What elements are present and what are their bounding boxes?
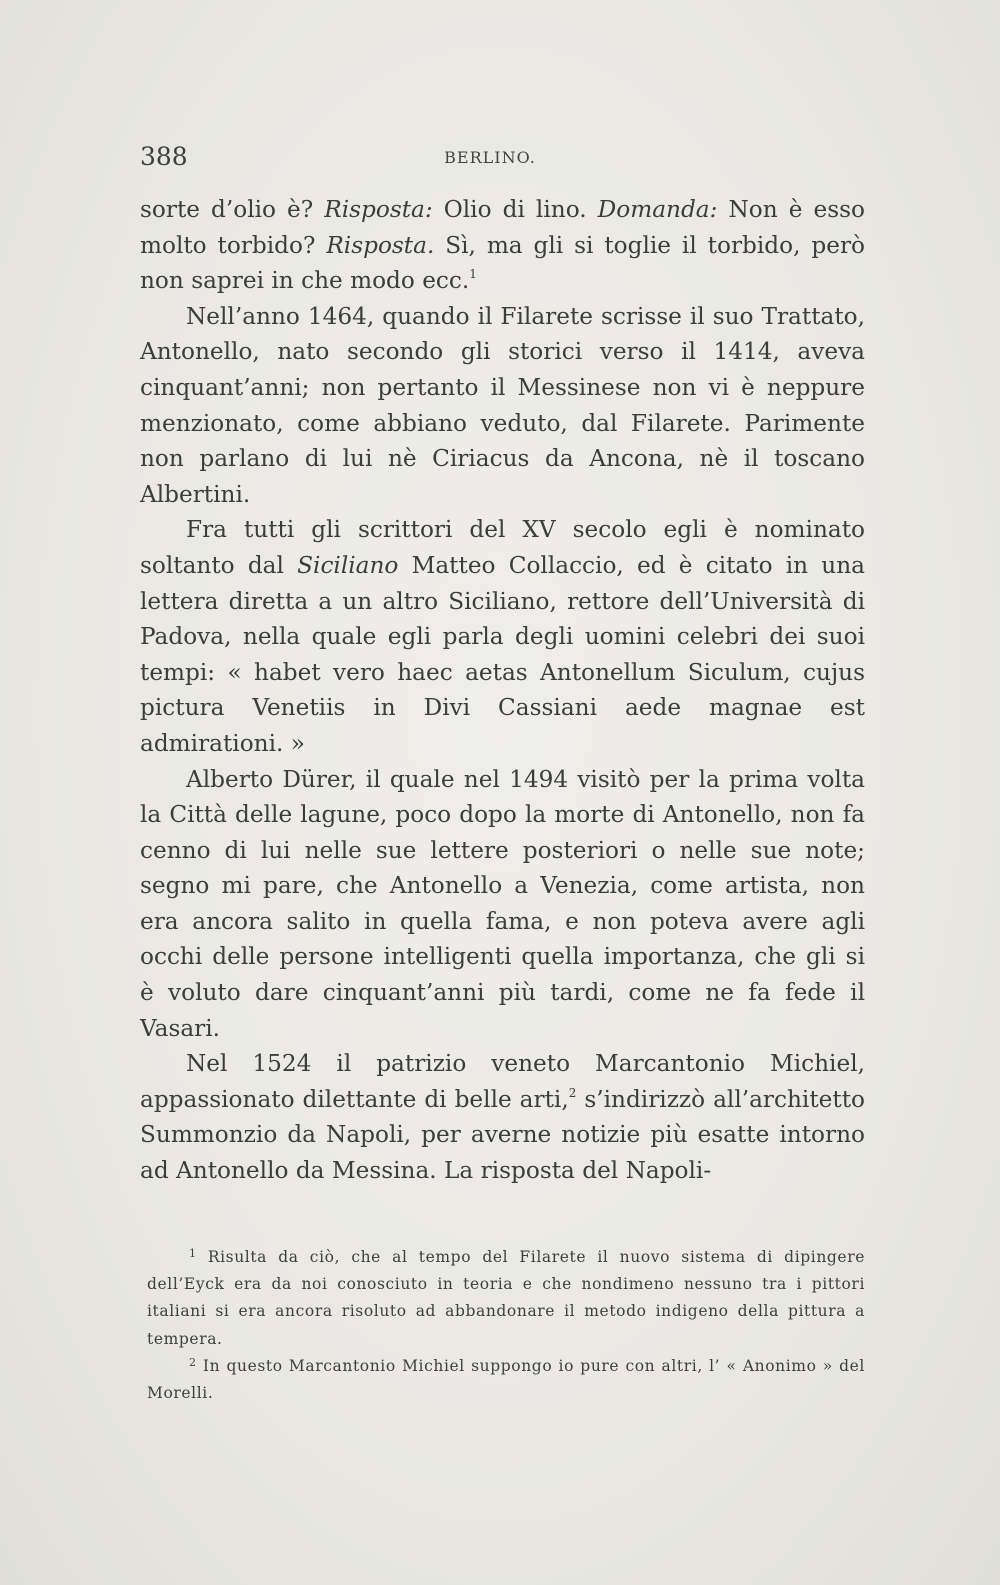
paragraph-5 <box>140 1046 865 1188</box>
text-run: sorte d’olio è? <box>140 196 325 223</box>
paragraph-1 <box>140 192 865 299</box>
footnote-2 <box>147 1353 865 1407</box>
footnote-mark: 1 <box>189 1247 197 1260</box>
paragraph-2: Nell’anno 1464, quando il Filarete scrisse il suo Trattato, Antonello, nato secondo gli storici verso il 1414, aveva cinquant’anni; non pertanto il Messinese non vi è neppure menzionato, come abbiano veduto, dal Filarete. Parimente non parlano di lui nè Ciriacus da Ancona, nè il toscano Albertini. <box>140 302 865 508</box>
main-text <box>140 192 865 1189</box>
running-head: BERLINO. <box>444 148 536 167</box>
text-run: Olio di lino. <box>432 196 598 223</box>
text-run: Fra tutti gli scrittori del XV secolo egli è nominato soltanto dal <box>140 516 865 579</box>
footnote-ref-2: 2 <box>568 1085 577 1100</box>
footnote-text: Risulta da ciò, che al tempo del Filarete il nuovo sistema di dipingere dell’Eyck era da noi conosciuto in teoria e che nondimeno nessuno tra i pittori italiani si era ancora risoluto ad abbandonare il metodo indigeno della pittura a tempera. <box>147 1248 865 1348</box>
footnote-mark: 2 <box>189 1355 197 1369</box>
text-run: Nel 1524 il patrizio veneto Marcantonio Michiel, appassionato dilettante di belle arti, <box>140 1050 865 1113</box>
italic-run: Risposta: <box>324 196 433 223</box>
footnote-ref-1: 1 <box>469 267 477 282</box>
italic-run: Risposta. <box>326 231 435 259</box>
text-run: Non è esso molto torbido? <box>140 196 865 259</box>
paragraph-3 <box>140 512 865 761</box>
footnote-1 <box>147 1244 865 1353</box>
italic-run: Domanda: <box>597 196 718 223</box>
text-run: Matteo Collaccio, ed è citato in una lettera diretta a un altro Siciliano, rettore dell’Università di Padova, nella quale egli parla degli uomini celebri dei suoi tempi: « habet vero haec aetas Antonellum Siculum, cujus pictura Venetiis in Divi Cassiani aede magnae est admirationi. » <box>140 551 865 757</box>
footnote-text: In questo Marcantonio Michiel suppongo io pure con altri, l’ « Anonimo » del Morelli. <box>147 1356 865 1403</box>
page-header <box>140 142 865 176</box>
text-run: Sì, ma gli si toglie il torbido, però non saprei in che modo ecc. <box>140 231 865 295</box>
page-number: 388 <box>140 142 188 171</box>
paragraph-4: Alberto Dürer, il quale nel 1494 visitò per la prima volta la Città delle lagune, poco dopo la morte di Antonello, non fa cenno di lui nelle sue lettere posteriori o nelle sue note; segno mi pare, che Antonello a Venezia, come artista, non era ancora salito in quella fama, e non poteva avere agli occhi delle persone intelligenti quella importanza, che gli si è voluto dare cinquant’anni più tardi, come ne fa fede il Vasari. <box>140 765 865 1042</box>
italic-run: Siciliano <box>297 551 399 579</box>
text-run: s’indirizzò all’architetto Summonzio da Napoli, per averne notizie più esatte intorno ad Antonello da Messina. La risposta del Napoli- <box>140 1085 865 1185</box>
footnotes <box>147 1244 865 1407</box>
